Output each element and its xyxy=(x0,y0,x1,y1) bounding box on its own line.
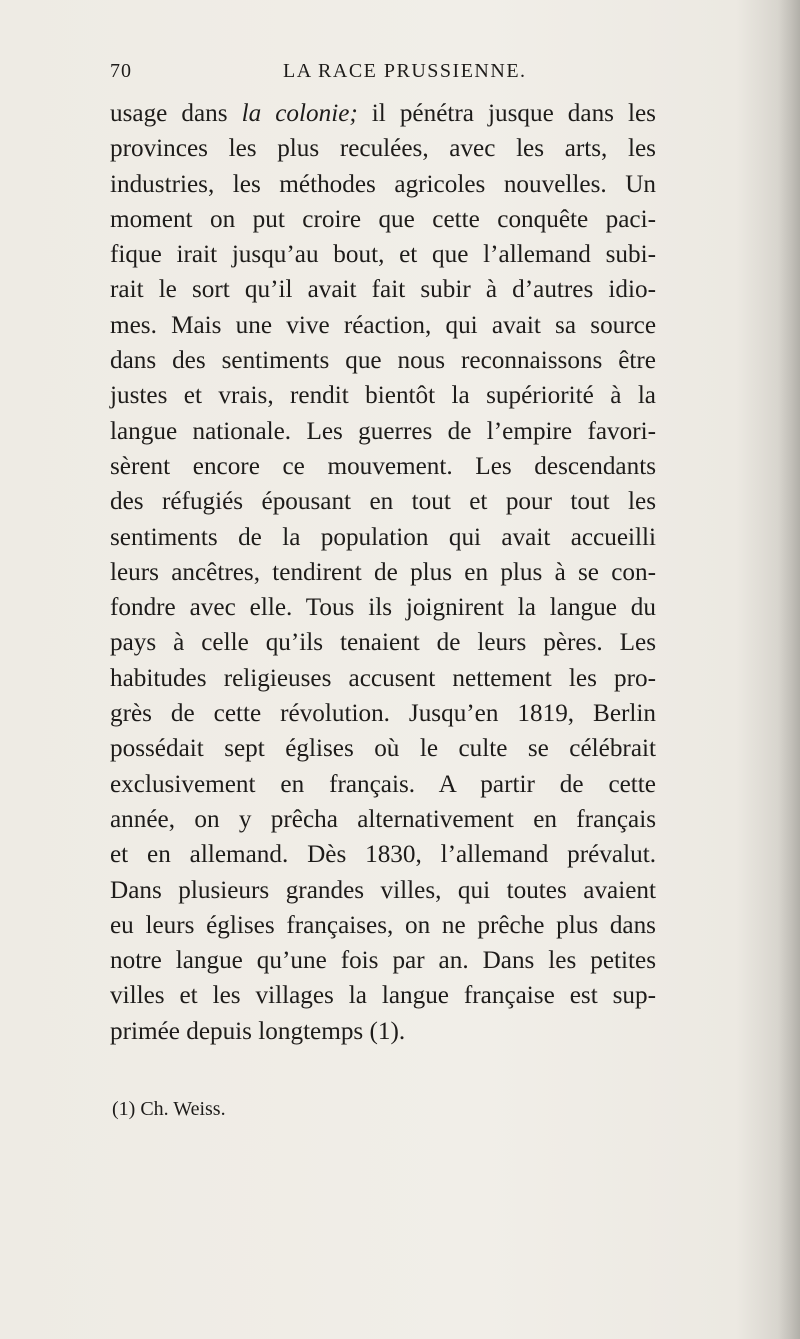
footnote: (1) Ch. Weiss. xyxy=(112,1098,226,1120)
text-line-26: villes et les villages la langue française est sup- xyxy=(110,982,656,1010)
text-line-3: industries, les méthodes agricoles nouvelles. Un xyxy=(110,170,656,198)
text-line-24: eu leurs églises françaises, on ne prêche plus dans xyxy=(110,911,656,939)
italic-term: la colonie; xyxy=(241,100,358,127)
page-edge-shadow xyxy=(778,0,800,1339)
text-line-15: fondre avec elle. Tous ils joignirent la langue du xyxy=(110,594,656,622)
text-line-17: habitudes religieuses accusent nettement les pro- xyxy=(110,664,656,692)
text-line-1: usage dans la colonie; il pénétra jusque dans les xyxy=(110,100,656,127)
text-line-27: primée depuis longtemps (1). xyxy=(110,1017,406,1045)
text-line-8: dans des sentiments que nous reconnaissons être xyxy=(110,347,656,375)
running-title: LA RACE PRUSSIENNE. xyxy=(283,60,527,82)
text-line-16: pays à celle qu’ils tenaient de leurs pères. Les xyxy=(110,629,656,657)
body-text xyxy=(110,96,656,1049)
text-line-14: leurs ancêtres, tendirent de plus en plus à se con- xyxy=(110,558,656,586)
text-line-18: grès de cette révolution. Jusqu’en 1819, Berlin xyxy=(110,700,656,728)
text-line-5: fique irait jusqu’au bout, et que l’allemand subi- xyxy=(110,241,656,269)
page-number: 70 xyxy=(110,60,132,82)
text-line-22: et en allemand. Dès 1830, l’allemand prévalut. xyxy=(110,841,656,869)
text-line-20: exclusivement en français. A partir de cette xyxy=(110,770,656,798)
text-line-11: sèrent encore ce mouvement. Les descendants xyxy=(110,452,656,480)
text-line-23: Dans plusieurs grandes villes, qui toutes avaient xyxy=(110,876,656,904)
text-line-12: des réfugiés épousant en tout et pour tout les xyxy=(110,488,656,516)
text-line-25: notre langue qu’une fois par an. Dans les petites xyxy=(110,947,656,975)
text-line-7: mes. Mais une vive réaction, qui avait sa source xyxy=(110,311,656,339)
page-header xyxy=(110,60,656,90)
text-line-6: rait le sort qu’il avait fait subir à d’autres idio- xyxy=(110,276,656,304)
text-line-21: année, on y prêcha alternativement en français xyxy=(110,805,656,833)
text-line-19: possédait sept églises où le culte se célébrait xyxy=(110,735,656,763)
text-line-2: provinces les plus reculées, avec les arts, les xyxy=(110,135,656,163)
text-line-9: justes et vrais, rendit bientôt la supériorité à la xyxy=(110,382,656,410)
text-line-10: langue nationale. Les guerres de l’empire favori- xyxy=(110,417,656,445)
text-line-4: moment on put croire que cette conquête paci- xyxy=(110,205,656,233)
text-line-13: sentiments de la population qui avait accueilli xyxy=(110,523,656,551)
